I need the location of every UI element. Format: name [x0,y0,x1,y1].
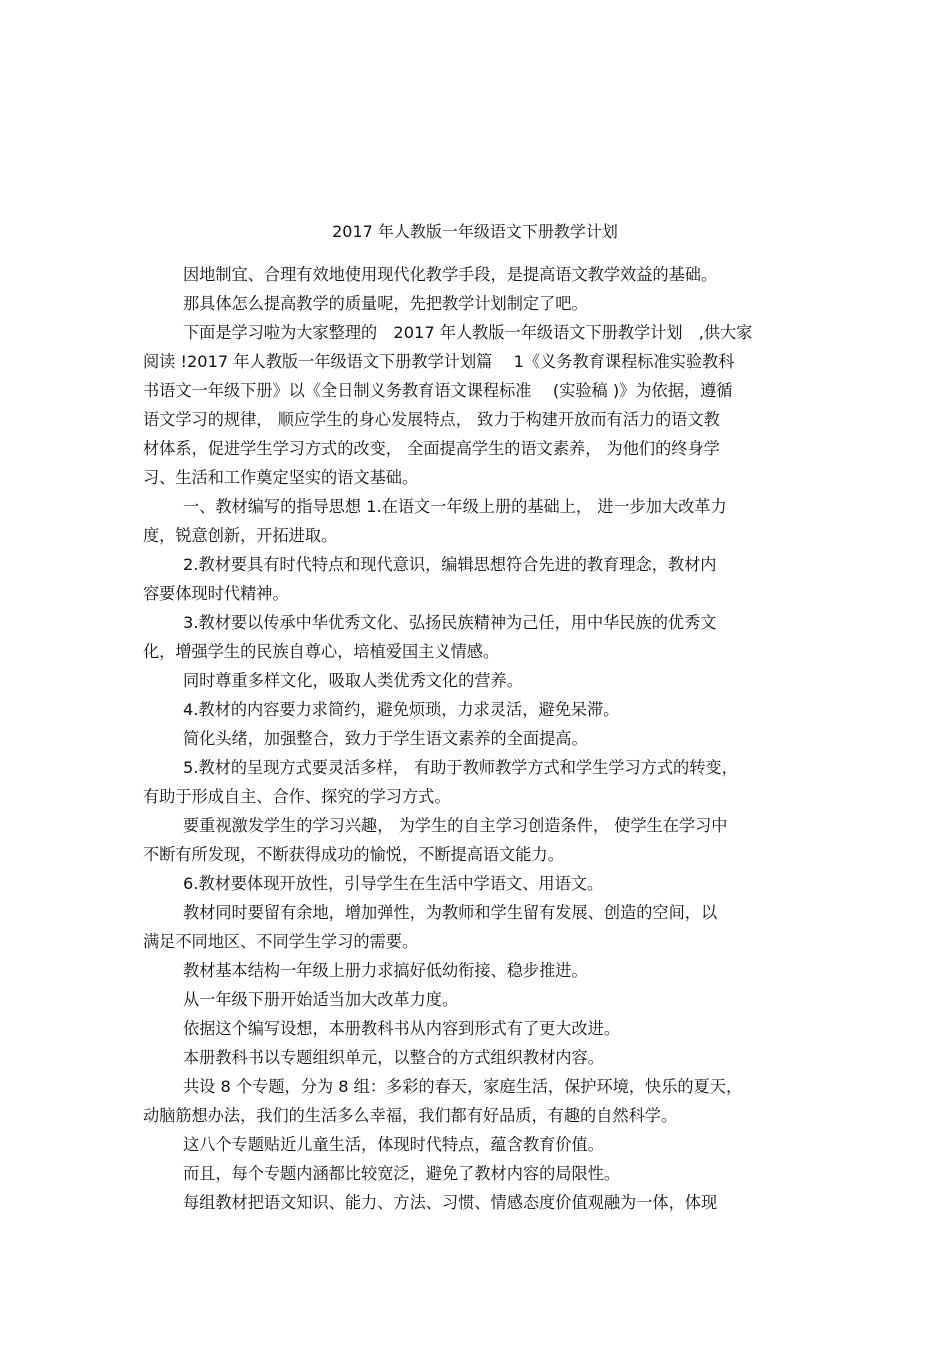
text-line: 动脑筋想办法，我们的生活多么幸福，我们都有好品质，有趣的自然科学。 [143,1106,678,1125]
text-line: 语文学习的规律， 顺应学生的身心发展特点， 致力于构建开放而有活力的语文教 [143,410,720,429]
text-line: 而且，每个专题内涵都比较宽泛，避免了教材内容的局限性。 [183,1164,621,1183]
text-line: 一、教材编写的指导思想 1.在语文一年级上册的基础上， 进一步加大改革力 [183,497,727,516]
document-title: 2017 年人教版一年级语文下册教学计划 [332,222,618,241]
text-line: 度，锐意创新，开拓进取。 [143,526,338,545]
text-line: 容要体现时代精神。 [143,584,289,603]
text-line: 满足不同地区、不同学生学习的需要。 [143,932,419,951]
text-line: 从一年级下册开始适当加大改革力度。 [183,990,459,1009]
text-line: 化，增强学生的民族自尊心，培植爱国主义情感。 [143,642,500,661]
text-line: 要重视激发学生的学习兴趣， 为学生的自主学习创造条件， 使学生在学习中 [183,816,728,835]
document-body [143,260,833,1217]
text-line: 每组教材把语文知识、能力、方法、习惯、情感态度价值观融为一体，体现 [183,1193,718,1212]
text-line: 6.教材要体现开放性，引导学生在生活中学语文、用语文。 [183,874,604,893]
text-line: 这八个专题贴近儿童生活，体现时代特点，蕴含教育价值。 [183,1135,604,1154]
text-line: 2.教材要具有时代特点和现代意识，编辑思想符合先进的教育理念，教材内 [183,555,717,574]
text-line: 4.教材的内容要力求简约，避免烦琐，力求灵活，避免呆滞。 [183,700,620,719]
text-line: 5.教材的呈现方式要灵活多样， 有助于教师教学方式和学生学习方式的转变， [183,758,738,777]
text-line: 3.教材要以传承中华优秀文化、弘扬民族精神为己任，用中华民族的优秀文 [183,613,717,632]
text-line: 共设 8 个专题，分为 8 组：多彩的春天，家庭生活，保护环境，快乐的夏天， [183,1077,743,1096]
text-line: 因地制宜、合理有效地使用现代化教学手段，是提高语文教学效益的基础。 [183,265,718,284]
text-line: 下面是学习啦为大家整理的 2017 年人教版一年级语文下册教学计划 ,供大家 [183,323,753,342]
text-line: 习、生活和工作奠定坚实的语文基础。 [143,468,419,487]
text-line: 书语文一年级下册》以《全日制义务教育语文课程标准 (实验稿 )》为依据，遵循 [143,381,733,400]
text-line: 简化头绪，加强整合，致力于学生语文素养的全面提高。 [183,729,588,748]
text-line: 材体系，促进学生学习方式的改变， 全面提高学生的语文素养， 为他们的终身学 [143,439,720,458]
text-line: 依据这个编写设想，本册教科书从内容到形式有了更大改进。 [183,1019,621,1038]
text-line: 教材基本结构一年级上册力求搞好低幼衔接、稳步推进。 [183,961,588,980]
text-line: 那具体怎么提高教学的质量呢，先把教学计划制定了吧。 [183,294,588,313]
text-line: 同时尊重多样文化，吸取人类优秀文化的营养。 [183,671,523,690]
text-line: 不断有所发现，不断获得成功的愉悦，不断提高语文能力。 [143,845,564,864]
text-line: 阅读 !2017 年人教版一年级语文下册教学计划篇 1《义务教育课程标准实验教科 [143,352,735,371]
text-line: 教材同时要留有余地，增加弹性，为教师和学生留有发展、创造的空间，以 [183,903,718,922]
text-line: 本册教科书以专题组织单元，以整合的方式组织教材内容。 [183,1048,604,1067]
text-line: 有助于形成自主、合作、探究的学习方式。 [143,787,451,806]
